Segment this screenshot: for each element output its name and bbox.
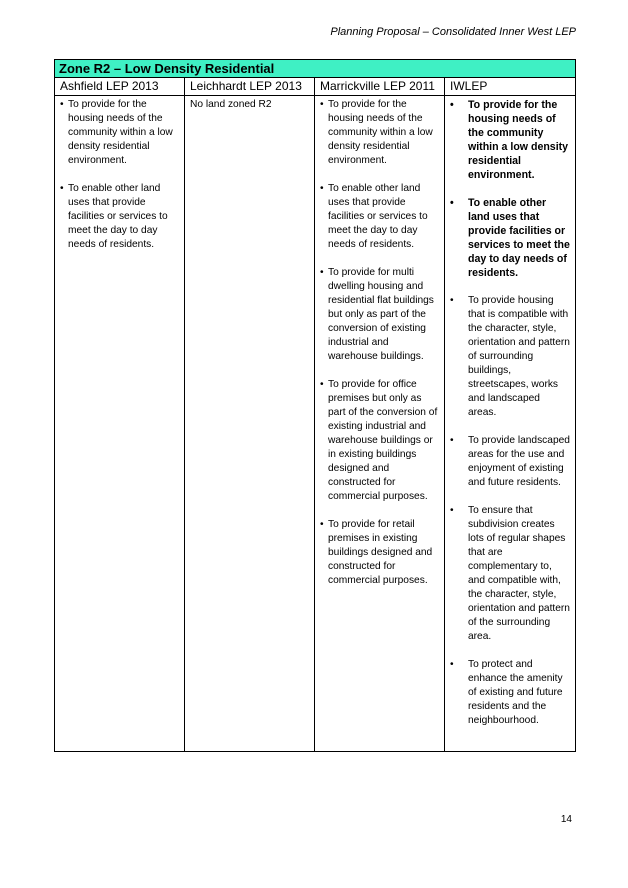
list-item: • To enable other land uses that provide facilities or services to meet the day to day needs of residents. — [60, 182, 179, 252]
column-header-ashfield: Ashfield LEP 2013 — [55, 78, 185, 96]
column-header-marrickville: Marrickville LEP 2011 — [315, 78, 445, 96]
document-header: Planning Proposal – Consolidated Inner West LEP — [330, 26, 576, 38]
leichhardt-cell — [185, 96, 315, 752]
marrickville-cell — [315, 96, 445, 752]
iwlep-cell — [445, 96, 576, 752]
list-item: • To enable other land uses that provide facilities or services to meet the day to day needs of residents. — [320, 182, 439, 252]
list-item: • To provide for the housing needs of the community within a low density residential environment. — [60, 98, 179, 168]
list-item: • To provide landscaped areas for the use and enjoyment of existing and future residents. — [450, 434, 570, 490]
list-item: • To provide for multi dwelling housing and residential flat buildings but only as part of the conversion of existing industrial and warehouse buildings. — [320, 266, 439, 364]
column-header-leichhardt: Leichhardt LEP 2013 — [185, 78, 315, 96]
zone-title: Zone R2 – Low Density Residential — [55, 60, 576, 78]
list-item: • To ensure that subdivision creates lots of regular shapes that are complementary to, and compatible with, the character, style, orientation and pattern of the surrounding area. — [450, 504, 570, 644]
list-item: • To provide housing that is compatible with the character, style, orientation and pattern of surrounding buildings, streetscapes, works and landscaped areas. — [450, 294, 570, 420]
column-header-iwlep: IWLEP — [445, 78, 576, 96]
ashfield-cell — [55, 96, 185, 752]
list-item: • To provide for office premises but only as part of the conversion of existing industrial and warehouse buildings or in existing buildings designed and constructed for commercial purposes. — [320, 378, 439, 504]
zone-table — [54, 59, 576, 752]
page-number: 14 — [560, 814, 572, 825]
list-item: • To protect and enhance the amenity of existing and future residents and the neighbourhood. — [450, 658, 570, 728]
list-item: • To provide for the housing needs of the community within a low density residential environment. — [320, 98, 439, 168]
no-land-note: No land zoned R2 — [190, 99, 272, 110]
list-item: • To provide for retail premises in existing buildings designed and constructed for commercial purposes. — [320, 518, 439, 588]
list-item: • To enable other land uses that provide facilities or services to meet the day to day needs of residents. — [450, 196, 570, 280]
list-item: • To provide for the housing needs of the community within a low density residential environment. — [450, 98, 570, 182]
